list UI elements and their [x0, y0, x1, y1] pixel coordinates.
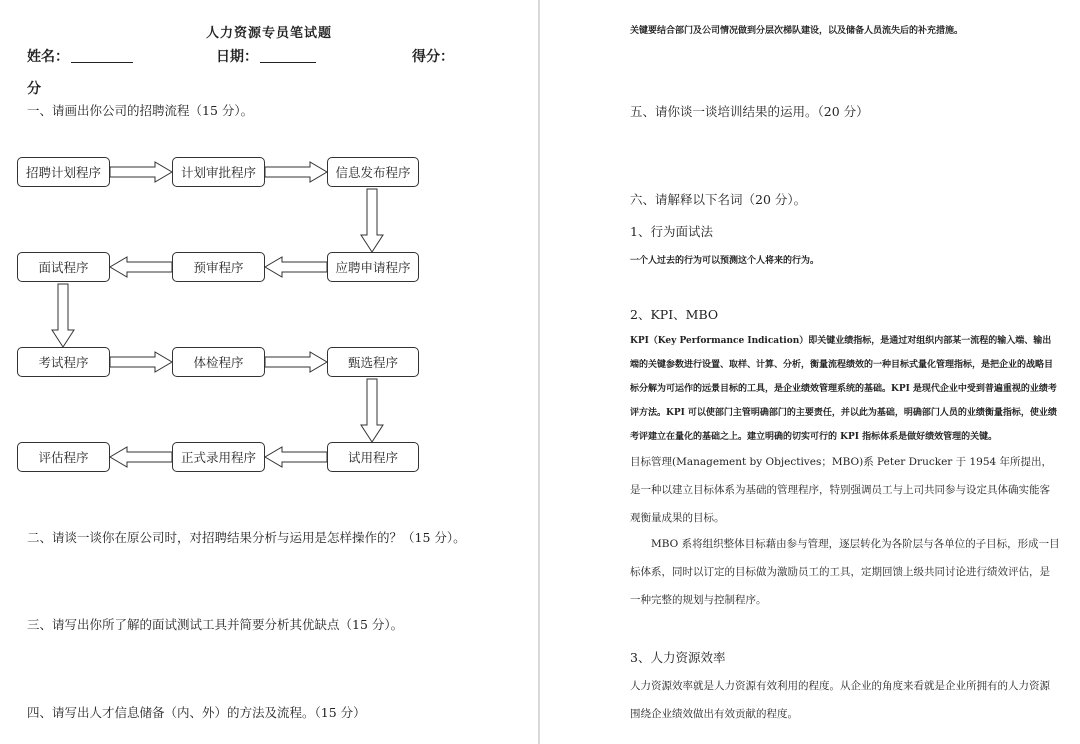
flow-box-interview: 面试程序 [17, 252, 110, 282]
question-6: 六、请解释以下名词（20 分）。 [630, 192, 807, 207]
flow-box-info-release: 信息发布程序 [327, 157, 419, 187]
flow-box-formal-hire: 正式录用程序 [172, 442, 265, 472]
flow-box-recruit-plan: 招聘计划程序 [17, 157, 110, 187]
hr-efficiency-definition: 人力资源效率就是人力资源有效利用的程度。从企业的角度来看就是企业所拥有的人力资源围绕企业绩效做出有效贡献的程度。 [630, 680, 1050, 720]
question-3: 三、请写出你所了解的面试测试工具并简要分析其优缺点（15 分）。 [27, 617, 404, 632]
continued-answer: 关键要结合部门及公司情况做到分层次梯队建设，以及储备人员流失后的补充措施。 [630, 26, 964, 36]
flow-box-selection: 甄选程序 [327, 347, 419, 377]
score-label: 得分： [412, 49, 454, 65]
question-2: 二、请谈一谈你在原公司时，对招聘结果分析与运用是怎样操作的？（15 分）。 [27, 530, 466, 545]
term-3-heading: 3、人力资源效率 [630, 650, 726, 665]
arrow-down-3 [361, 379, 383, 442]
kpi-definition: KPI（Key Performance Indication）即关键业绩指标，是通过对组织内部某一流程的输入端、输出端的关键参数进行设置、取样、计算、分析，衡量流程绩效的一种目标式量化管理指标，是把企业的战略目标分解为可运作的远景目标的工具，是企业绩效管理系统的基础。KPI 是现代企业中受到普遍重视的业绩考评方法。KPI 可以使部门主管明确部门的主要责任，并以此为基础，明确部门人员的业绩衡量指标，使业绩考评建立在量化的基础之上。建立明确的切实可行的 KPI 指标体系是做好绩效管理的关键。 [630, 336, 1057, 442]
arrow-right-4 [265, 352, 327, 372]
right-page [540, 0, 1080, 744]
arrow-left-3 [265, 447, 327, 467]
flow-box-probation: 试用程序 [327, 442, 419, 472]
flow-box-physical: 体检程序 [172, 347, 265, 377]
question-1: 一、请画出你公司的招聘流程（15 分）。 [27, 103, 254, 118]
exam-title: 人力资源专员笔试题 [205, 26, 332, 41]
arrow-right-1 [110, 162, 172, 182]
arrow-left-2 [110, 257, 172, 277]
name-label: 姓名： [27, 49, 69, 65]
arrow-right-2 [265, 162, 327, 182]
term-1-definition: 一个人过去的行为可以预测这个人将来的行为。 [630, 256, 820, 266]
flow-box-pre-review: 预审程序 [172, 252, 265, 282]
term-2-heading: 2、KPI、MBO [630, 307, 719, 322]
arrow-right-3 [110, 352, 172, 372]
question-4: 四、请写出人才信息储备（内、外）的方法及流程。（15 分） [27, 705, 366, 720]
flow-box-application: 应聘申请程序 [327, 252, 419, 282]
flow-box-exam: 考试程序 [17, 347, 110, 377]
arrow-down-1 [361, 189, 383, 252]
question-5: 五、请你谈一谈培训结果的运用。（20 分） [630, 104, 869, 119]
score-unit: 分 [27, 81, 41, 97]
left-page [0, 0, 538, 744]
mbo-definition: 目标管理(Management by Objectives；MBO)系 Peter Drucker 于 1954 年所提出，是一种以建立目标体系为基础的管理程序，特别强调员工与上司共同参与设定具体确实能客观衡量成果的目标。 [630, 456, 1053, 524]
arrow-down-2 [52, 284, 74, 347]
arrow-left-4 [110, 447, 172, 467]
arrow-left-1 [265, 257, 327, 277]
flow-box-evaluation: 评估程序 [17, 442, 110, 472]
term-1-heading: 1、行为面试法 [630, 224, 713, 239]
flow-box-plan-approval: 计划审批程序 [172, 157, 265, 187]
mbo-definition-2: MBO 系将组织整体目标藉由参与管理，逐层转化为各阶层与各单位的子目标，形成一目标体系，同时以订定的目标做为激励员工的工具，定期回馈上级共同讨论进行绩效评估，是一种完整的规划与控制程序。 [630, 538, 1060, 606]
date-label: 日期： [216, 49, 258, 65]
